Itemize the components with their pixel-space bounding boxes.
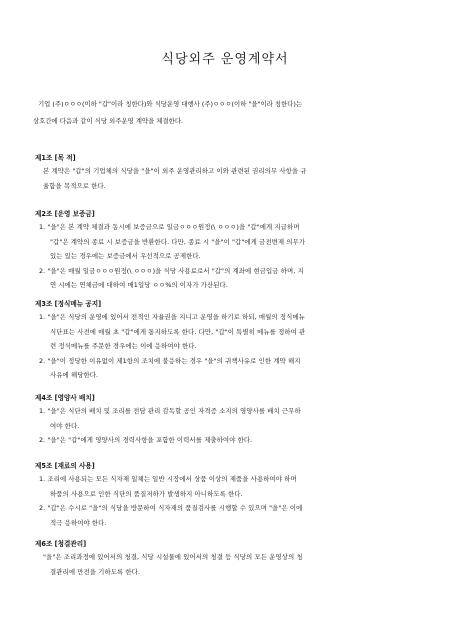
article-line: 2. "을"은 "갑"에게 영양사의 경력사항을 포함한 이력서를 제출하여야 한다. — [39, 436, 253, 444]
article-line: 연 시에는 연체금에 대하여 매1일당 ㅇㅇ%의 이자가 가산된다. — [50, 281, 228, 289]
article-line: 1. "을"은 본 계약 체결과 동시에 보증금으로 일금ㅇㅇㅇ원정(\ ㅇㅇㅇ)을 "갑"에게 지급하며 — [39, 223, 300, 231]
article-6 — [35, 538, 425, 579]
document-title: 식당외주 운영계약서 — [161, 52, 289, 67]
article-line: 1. "을"은 식당의 운영에 있어서 전적인 자율권을 지니고 운영을 하기로 하되, 매월의 정식메뉴 — [39, 313, 305, 321]
article-title: 제2조 [운영 보증금] — [35, 210, 95, 218]
article-line: 하품의 사용으로 인한 식단의 품질저하가 발생하지 아니하도록 한다. — [50, 489, 243, 498]
article-line: 련 정식메뉴를 주문한 경우에는 이에 응하여야 한다. — [50, 342, 197, 350]
article-line: 본 계약은 "갑"의 기업체의 식당을 "을"이 외주 운영관리하고 이와 관련된 권리의무 사항을 규 — [43, 167, 307, 175]
article-4 — [35, 392, 425, 448]
article-title: 제6조 [청결관리] — [35, 540, 87, 548]
intro-paragraph — [33, 96, 428, 130]
intro-line: 기업 (주)ㅇㅇㅇ(이하 "갑"이라 칭한다)와 식당운영 대행사 (주)ㅇㅇㅇ(이하 "을"이라 칭한다)는 — [38, 100, 303, 108]
article-line: 있는 있는 경우에는 보증금에서 우선적으로 공제한다. — [50, 252, 201, 260]
article-title: 제3조 [정식메뉴 공지] — [35, 300, 102, 308]
article-line: 2. "을"은 매월 일금ㅇㅇㅇ원정(\ ㅇㅇㅇ)을 식당 사용료로서 "갑"의 계좌에 현금입금 하며, 지 — [39, 266, 304, 275]
article-line: 2. "갑"은 수시로 "을"의 식당을 방문하여 식자재의 품질검사를 시행할 수 있으며 "을"은 이에 — [39, 504, 303, 512]
article-line: "을"은 조리과정에 있어서의 청결, 식당 시설물에 있어서의 청결 등 식당의 모든 운영상의 청 — [43, 553, 303, 561]
article-title: 제4조 [영양사 배치] — [35, 394, 95, 402]
article-line: 율함을 목적으로 한다. — [43, 181, 106, 190]
article-line: 사유에 해당한다. — [50, 371, 99, 379]
article-line: "갑"은 계약의 종료 시 보증금을 반환한다. 다만, 종료 시 "을"이 "갑"에게 금전변제 의무가 — [50, 237, 306, 246]
article-line: 적극 응하여야 한다. — [50, 518, 107, 527]
article-title: 제1조 [목 적] — [35, 154, 76, 162]
article-line: 식단표는 사전에 매월 초 "갑"에게 통지하도록 한다. 다만, "갑"이 특별히 메뉴를 정하여 관 — [50, 327, 306, 336]
article-2 — [35, 208, 425, 293]
article-line: 결관리에 만전을 기하도록 한다. — [50, 567, 141, 576]
intro-line: 상호간에 다음과 같이 식당 외주운영 계약을 체결한다. — [33, 117, 184, 125]
article-title: 제5조 [재료의 사용] — [35, 462, 95, 470]
article-line: 2. "을"이 정당한 이유없이 제1항의 조치에 불응하는 경우 "을"의 귀책사유로 인한 계약 해지 — [39, 356, 301, 365]
article-5 — [35, 460, 425, 530]
article-line: 여야 한다. — [50, 421, 80, 430]
article-line: 1. 조리에 사용되는 모든 식자재 일체는 일반 시장에서 상품 이상의 제품을 사용하여야 하며 — [39, 475, 297, 483]
article-3 — [35, 298, 425, 383]
article-1 — [35, 152, 425, 193]
article-line: 1. "을"은 식단의 배치 및 조리를 전담 관리 감독할 공인 자격증 소지의 영양사를 배치 근무하 — [39, 407, 301, 415]
